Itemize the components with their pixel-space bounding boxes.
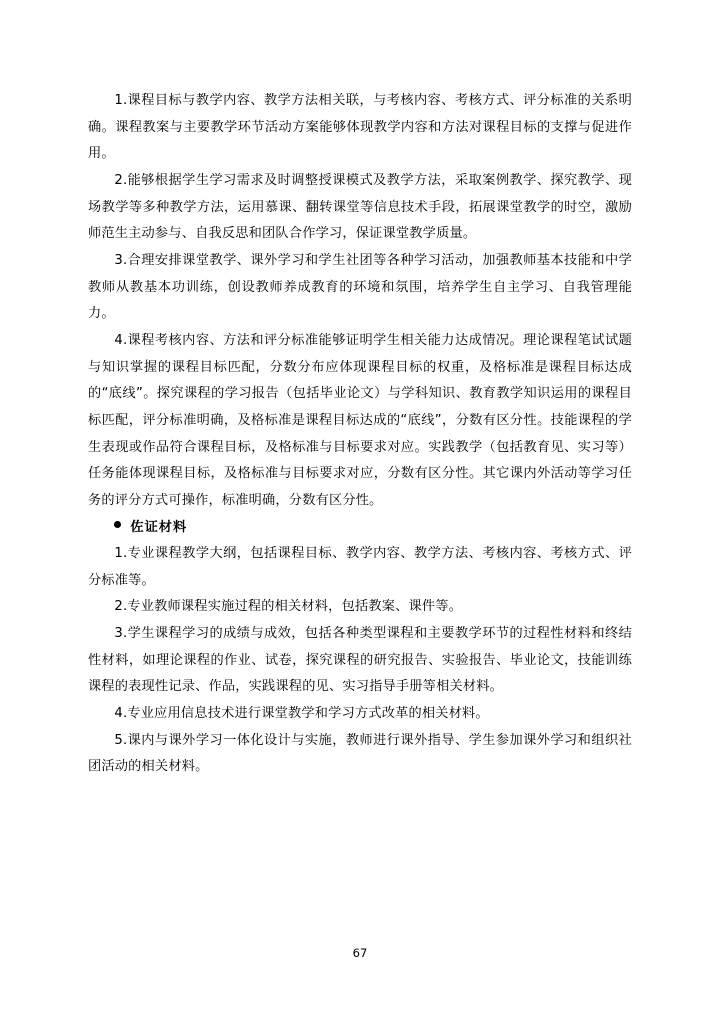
evidence-item-5: 5.课内与课外学习一体化设计与实施，教师进行课外指导、学生参加课外学习和组织社团活动的相关材料。	[88, 732, 632, 775]
paragraph-3: 3.合理安排课堂教学、课外学习和学生社团等各种学习活动，加强教师基本技能和中学教师从教基本功训练，创设教师养成教育的环境和氛围，培养学生自主学习、自我管理能力。	[88, 252, 632, 322]
paragraph-4: 4.课程考核内容、方法和评分标准能够证明学生相关能力达成情况。理论课程笔试试题与知识掌握的课程目标匹配，分数分布应体现课程目标的权重，及格标准是课程目标达成的“底线”。探究课程的学习报告（包括毕业论文）与学科知识、教育教学知识运用的课程目标匹配，评分标准明确，及格标准是课程目标达成的“底线”，分数有区分性。技能课程的学生表现或作品符合课程目标，及格标准与目标要求对应。实践教学（包括教育见、实习等）任务能体现课程目标，及格标准与目标要求对应，分数有区分性。其它课内外活动等学习任务的评分方式可操作，标准明确，分数有区分性。	[88, 332, 632, 508]
bullet-dot-icon	[114, 521, 121, 528]
evidence-item-1: 1.专业课程教学大纲，包括课程目标、教学内容、教学方法、考核内容、考核方式、评分标准等。	[88, 546, 632, 588]
paragraph-1: 1.课程目标与教学内容、教学方法相关联，与考核内容、考核方式、评分标准的关系明确。课程教案与主要教学环节活动方案能够体现教学内容和方法对课程目标的支撑与促进作用。	[88, 93, 632, 162]
paragraph-2: 2.能够根据学生学习需求及时调整授课模式及教学方法，采取案例教学、探究教学、现场教学等多种教学方法，运用慕课、翻转课堂等信息技术手段，拓展课堂教学的时空，激励师范生主动参与、自我反思和团队合作学习，保证课堂教学质量。	[88, 172, 632, 242]
evidence-item-3: 3.学生课程学习的成绩与成效，包括各种类型课程和主要教学环节的过程性材料和终结性材料，如理论课程的作业、试卷，探究课程的研究报告、实验报告、毕业论文，技能训练课程的表现性记录、作品，实践课程的见、实习指导手册等相关材料。	[88, 626, 632, 695]
page-number: 67	[352, 946, 368, 960]
document-body	[88, 88, 632, 781]
evidence-item-2: 2.专业教师课程实施过程的相关材料，包括教案、课件等。	[114, 599, 463, 615]
evidence-item-4: 4.专业应用信息技术进行课堂教学和学习方式改革的相关材料。	[114, 706, 489, 722]
section-heading-label: 佐证材料	[130, 519, 188, 535]
section-heading	[88, 515, 632, 542]
